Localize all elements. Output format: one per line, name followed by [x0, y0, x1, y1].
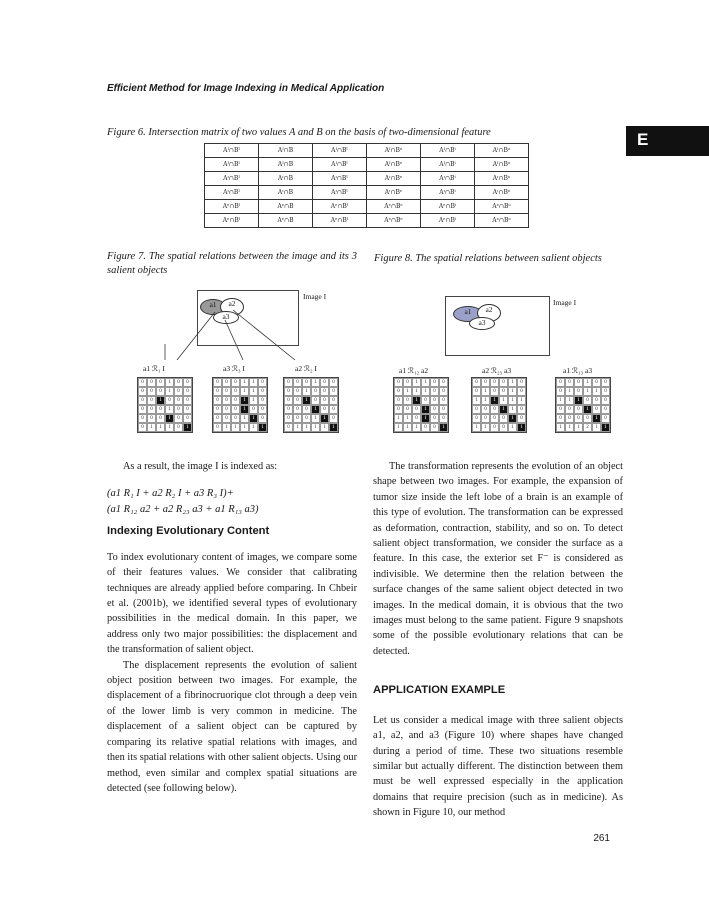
figure-7-grid-2: 0 0 0 1 1 0 0 0 0 1 1 0 0 0 0 1 1 0 0 0 0 1 0 0 0 0 0 1 1 0 0 1 1 1 1 1 [212, 377, 268, 433]
figure-7-grid-3: 0 0 0 1 0 0 0 0 1 0 0 0 0 0 1 0 0 0 0 0 0 1 0 0 0 0 0 1 1 0 0 1 1 1 1 1 [283, 377, 339, 433]
application-paragraph: Let us consider a medical image with three salient objects a1, a2, and a3 (Figure 10) where shapes have changed during a period of time. These two situations resemble similar but actually different. The distinction between them must be well expressed especially in the application domains that require precision (such as in medicine). As shown in Figure 10, our method [373, 714, 623, 819]
figure-8-grid-1: 0 0 1 1 0 0 0 1 1 1 0 0 0 0 1 0 0 0 0 0 0 1 0 0 1 1 0 1 0 0 1 1 1 0 0 1 [393, 377, 449, 433]
figure-7-object-a3: a3 [213, 311, 239, 324]
figure-8-caption: Figure 8. The spatial relations between salient objects [374, 253, 602, 264]
figure-8-grid-3: 0 0 0 1 0 0 0 1 0 1 1 0 1 1 1 0 0 0 0 0 0 1 0 0 0 0 0 0 1 0 1 1 1 2 1 1 [555, 377, 611, 433]
figure-8-grid-label-3: a1 ℛ₁₃ a3 [563, 366, 593, 375]
left-column [107, 459, 357, 796]
figure-7-grid-1: 0 0 0 1 0 0 0 0 0 1 0 0 0 0 1 0 0 0 0 0 0 1 0 0 0 0 0 1 0 0 0 1 1 1 0 1 [137, 377, 193, 433]
figure-8-grid-label-1: a1 ℛ₁₂ a2 [399, 366, 429, 375]
figure-8-object-a2: a2 [477, 304, 501, 322]
section-heading-application: APPLICATION EXAMPLE [373, 684, 506, 697]
running-head: Efficient Method for Image Indexing in Medical Application [107, 83, 385, 94]
figure-7-image-label: Image I [303, 292, 327, 301]
figure-6-caption: Figure 6. Intersection matrix of two values A and B on the basis of two-dimensional feature [107, 127, 491, 138]
figure-8-object-a3: a3 [469, 317, 495, 330]
figure-7-grid-label-1: a1 ℛ₁ I [143, 364, 165, 373]
figure-6-matrix: Aᴵ∩Bᴵ Aᴵ∩B Aᴵ∩Bˡ Aᴵ∩Bᵉ Aᴵ∩Bⁱ Aᴵ∩Bᵒ Aᴵ∩Bᴵ Aᴵ∩B Aᴵ∩Bˡ Aᴵ∩Bᵉ Aᴵ∩Bⁱ Aᴵ∩Bᵒ Aᶦ∩Bᴵ Aᶦ∩B Aᶦ∩Bˡ Aᶦ∩Bᵉ Aᶦ∩Bⁱ Aᶦ∩Bᵒ Aᶦ∩Bᴵ Aᶦ∩B Aᶦ∩Bˡ Aᶦ∩Bᵉ Aᶦ∩Bⁱ Aᶦ∩Bᵒ Aᵉ∩Bᴵ Aᵉ∩B Aᵉ∩Bˡ Aᵉ∩Bᵉ Aᵉ∩Bⁱ Aᵉ∩Bᵒ Aᵉ∩Bᴵ Aᵉ∩B Aᵉ∩Bˡ Aᵉ∩Bᵉ Aᵉ∩Bⁱ Aᵉ∩Bᵒ [204, 143, 529, 228]
figure-7-grid-label-3: a2 ℛ₂ I [295, 364, 317, 373]
displacement-paragraph: The displacement represents the evolution of salient object position between two images. For example, the displacement of a fibrinocruorique clot through a deep vein of the lower limb is very common in medicine. The displacement of a salient object can be captured by comparing its relative spatial relations with images, and then its spatial relations with other salient objects. Using our method, even similar and complex spatial situations are detected (see following below). [107, 659, 357, 794]
figure-7-caption: Figure 7. The spatial relations between the image and its 3 salient objects [107, 251, 357, 276]
page-number: 261 [593, 833, 610, 844]
figure-7 [115, 290, 355, 440]
figure-8-image-label: Image I [553, 298, 577, 307]
figure-7-object-a2: a2 [220, 298, 244, 316]
figure-7-object-a1: a1 [200, 299, 226, 315]
figure-8-grid-label-2: a2 ℛ₂₃ a3 [482, 366, 512, 375]
indexing-paragraph: To index evolutionary content of images, we compare some of their features values. We consider that calibrating techniques are already applied before comparing. In Chbeir et al. (2001b), we identified several types of evolutionary possibilities in the medical domain. In this paper, we address only two major possibilities: the displacement and the transformation of salient object. [107, 551, 357, 656]
figure-7-arrows [115, 290, 355, 370]
section-heading-indexing: Indexing Evolutionary Content [107, 525, 270, 538]
figure-8-object-a1: a1 [453, 306, 483, 322]
transformation-paragraph: The transformation represents the evolution of an object shape between two images. For example, the expansion of tumor size inside the left lobe of a brain is an example of this type of evolution. The transformation can be expressed as deformation, contraction, stability, and so on. To detect salient object transformation, we consider the surface as a feature. In this case, the exterior set F⁻ is considered as indivisible. We determine then the relation between the surface changes of the same salient object detected in two images. In the medical domain, it is obvious that the two images must belong to the same patient. Figure 9 snapshots some of the possible evolutionary relations that can be detected. [373, 461, 623, 657]
figure-8-grid-2: 0 0 0 0 1 0 0 1 0 0 1 0 1 1 1 1 1 1 0 0 0 1 1 0 0 0 0 0 1 0 1 1 0 0 1 1 [471, 377, 527, 433]
equation-1: (a1 R₁ I + a2 R₂ I + a3 R₃ I)+ [107, 488, 234, 500]
figure-8-image-frame [445, 296, 550, 356]
figure-8 [385, 290, 635, 440]
indexed-as-paragraph: As a result, the image I is indexed as: [123, 461, 278, 472]
section-tab: E [626, 126, 709, 156]
right-column [373, 459, 623, 821]
figure-7-grid-label-2: a3 ℛ₃ I [223, 364, 245, 373]
equation-2: (a1 R₁₂ a2 + a2 R₂₃ a3 + a1 R₁₃ a3) [107, 504, 259, 516]
